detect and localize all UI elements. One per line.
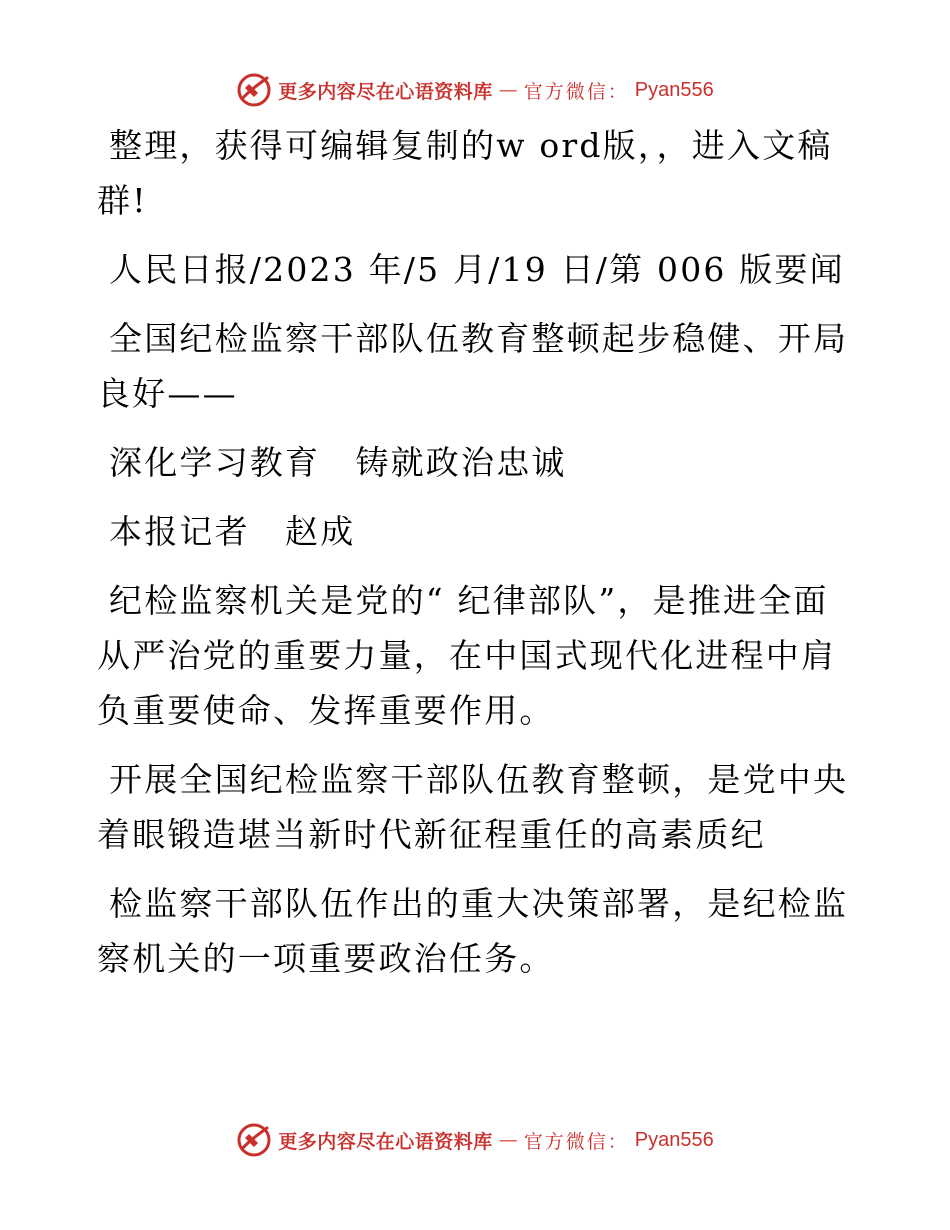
header-promo-text: 更多内容尽在心语资料库	[278, 80, 493, 103]
body-paragraph: 纪检监察机关是党的“ 纪律部队”，是推进全面从严治党的重要力量，在中国式现代化进程中肩负重要使命、发挥重要作用。	[97, 581, 837, 730]
article-byline: 本报记者 赵成	[109, 512, 356, 551]
article-kicker: 全国纪检监察干部队伍教育整顿起步稳健、开局良好——	[97, 319, 849, 413]
footer-wechat-label: 官方微信：	[523, 1130, 629, 1153]
footer-promo-text: 更多内容尽在心语资料库	[278, 1130, 493, 1153]
header-banner	[0, 70, 950, 110]
header-wechat-id: Pyan556	[634, 78, 714, 101]
header-wechat-label: 官方微信：	[523, 80, 629, 103]
footer-dash: —	[498, 1129, 518, 1151]
footer-wechat-id: Pyan556	[634, 1128, 714, 1151]
intro-text: 整理，获得可编辑复制的w ord版，，进入文稿群!	[97, 126, 833, 220]
header-dash: —	[498, 79, 518, 101]
article-headline: 深化学习教育 铸就政治忠诚	[109, 443, 567, 482]
body-paragraph: 检监察干部队伍作出的重大决策部署，是纪检监察机关的一项重要政治任务。	[97, 884, 849, 978]
pen-logo-icon	[236, 72, 272, 108]
article-body	[97, 118, 857, 1000]
body-paragraph: 开展全国纪检监察干部队伍教育整顿，是党中央着眼锻造堪当新时代新征程重任的高素质纪	[97, 760, 849, 854]
footer-banner	[0, 1120, 950, 1160]
source-line: 人民日报/2023 年/5 月/19 日/第 006 版要闻	[109, 250, 845, 289]
pen-logo-icon	[236, 1122, 272, 1158]
